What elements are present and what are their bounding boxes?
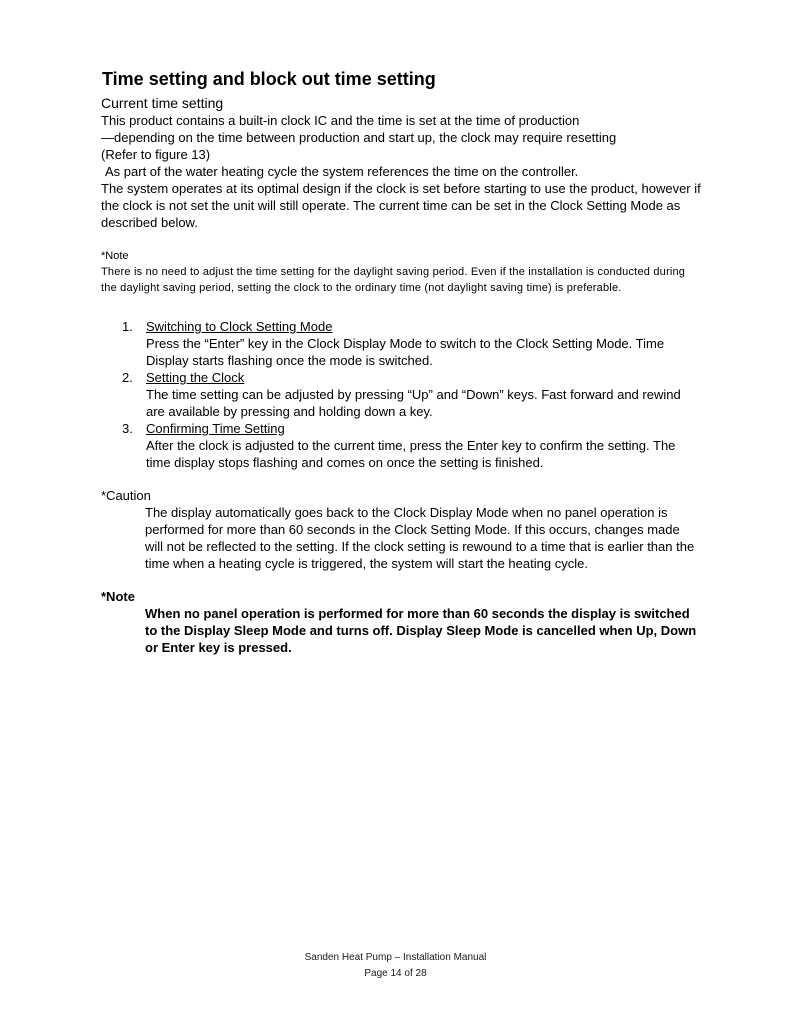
intro-line-1: This product contains a built-in clock IC and the time is set at the time of production bbox=[101, 113, 580, 128]
list-item bbox=[101, 420, 701, 471]
page-footer bbox=[0, 950, 791, 982]
note-section bbox=[101, 249, 701, 296]
step-text: After the clock is adjusted to the current time, press the Enter key to confirm the setting. The time display stops flashing and comes on once the setting is finished. bbox=[146, 438, 676, 470]
note-section-2 bbox=[101, 588, 701, 656]
caution-label: *Caution bbox=[101, 488, 151, 503]
caution-text: The display automatically goes back to the Clock Display Mode when no panel operation is performed for more than 60 seconds in the Clock Setting Mode. If this occurs, changes made will not be reflected to the setting. If the clock setting is rewound to a time that is earlier than the time when a heating cycle is triggered, the system will start the heating cycle. bbox=[145, 505, 695, 571]
intro-section bbox=[101, 112, 701, 231]
intro-line-4: As part of the water heating cycle the system references the time on the controller. bbox=[105, 164, 579, 179]
note-text-2: When no panel operation is performed for more than 60 seconds the display is switched to the Display Sleep Mode and turns off. Display Sleep Mode is cancelled when Up, Down or Enter key is pressed. bbox=[145, 606, 697, 655]
footer-page-number: Page 14 of 28 bbox=[364, 968, 427, 979]
step-text: The time setting can be adjusted by pressing “Up” and “Down” keys. Fast forward and rewind are available by pressing and holding down a key. bbox=[146, 387, 681, 419]
intro-line-2: ―depending on the time between production and start up, the clock may require resetting bbox=[101, 130, 617, 145]
intro-paragraph: The system operates at its optimal design if the clock is set before starting to use the product, however if the clock is not set the unit will still operate. The current time can be set in the Clock Setting Mode as described below. bbox=[101, 181, 701, 230]
note-label-2: *Note bbox=[101, 589, 135, 604]
caution-section bbox=[101, 487, 701, 572]
section-subtitle: Current time setting bbox=[101, 95, 224, 111]
step-number: 1. bbox=[122, 319, 133, 334]
step-title: Setting the Clock bbox=[146, 370, 245, 385]
step-title: Confirming Time Setting bbox=[146, 421, 285, 436]
steps-list bbox=[101, 318, 701, 471]
note-label: *Note bbox=[101, 250, 129, 262]
page-title: Time setting and block out time setting bbox=[102, 69, 436, 89]
step-number: 2. bbox=[122, 370, 133, 385]
list-item bbox=[101, 318, 701, 369]
step-text: Press the “Enter” key in the Clock Display Mode to switch to the Clock Setting Mode. Time Display starts flashing once the mode is switched. bbox=[146, 336, 665, 368]
intro-line-3: (Refer to figure 13) bbox=[101, 147, 211, 162]
footer-manual-title: Sanden Heat Pump – Installation Manual bbox=[304, 952, 487, 963]
list-item bbox=[101, 369, 701, 420]
note-text: There is no need to adjust the time setting for the daylight saving period. Even if the installation is conducted during the daylight saving period, setting the clock to the ordinary time (not daylight saving time) is preferable. bbox=[101, 266, 686, 294]
step-number: 3. bbox=[122, 421, 133, 436]
page-content bbox=[101, 68, 701, 656]
step-title: Switching to Clock Setting Mode bbox=[146, 319, 333, 334]
